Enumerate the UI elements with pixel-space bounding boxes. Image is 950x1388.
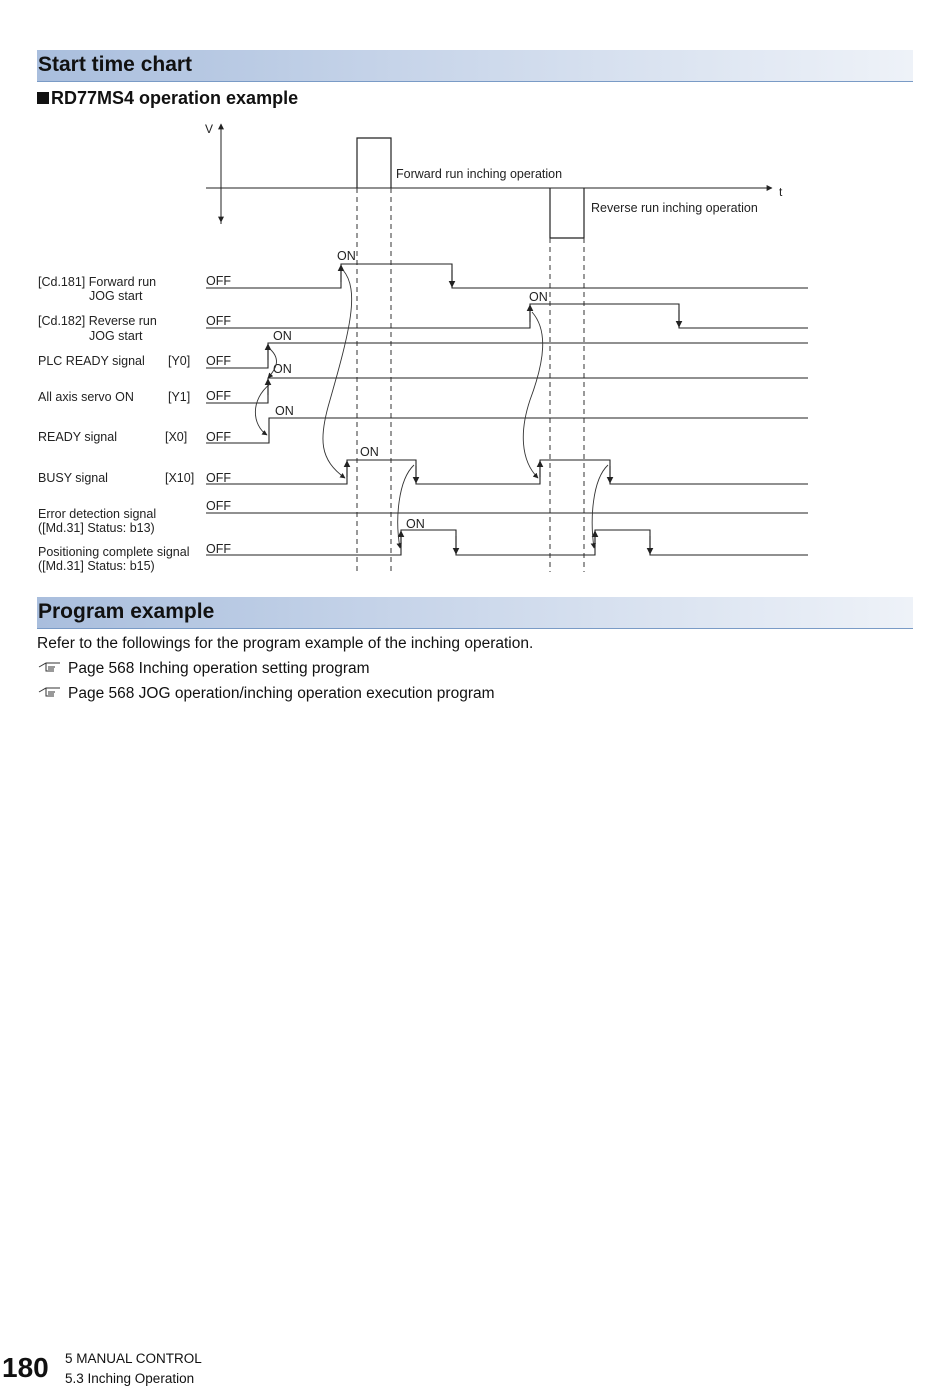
timing-chart [0, 110, 950, 580]
footer-chapter: 5 MANUAL CONTROL [65, 1351, 202, 1366]
off-label: OFF [206, 542, 231, 556]
reverse-label: Reverse run inching operation [591, 201, 758, 215]
on-label: ON [529, 290, 548, 304]
on-label: ON [360, 445, 379, 459]
causality-curve [398, 465, 414, 548]
page-number: 180 [2, 1352, 49, 1383]
signal-label: Error detection signal [38, 507, 157, 521]
v-axis-label: V [205, 122, 214, 136]
causality-curve [323, 270, 352, 478]
signal-label: All axis servo ON [38, 390, 134, 404]
section-title: Program example [38, 600, 215, 623]
signal-device: [X10] [165, 471, 195, 485]
on-label: ON [337, 249, 356, 263]
signal-label: PLC READY signal [38, 354, 145, 368]
signal-label-line2: ([Md.31] Status: b15) [38, 559, 155, 573]
forward-pulse [357, 138, 391, 188]
section-header-program-example [37, 597, 913, 629]
reverse-pulse [550, 188, 584, 238]
on-label: ON [273, 329, 292, 343]
signal-label-line2: JOG start [89, 289, 143, 303]
plc-ready-waveform [206, 343, 808, 368]
signal-device: [Y1] [168, 390, 191, 404]
servo-on-waveform [206, 378, 808, 403]
program-description: Refer to the followings for the program example of the inching operation. [37, 635, 534, 652]
reverse-jog-waveform [206, 304, 808, 328]
reference-text[interactable]: Page 568 JOG operation/inching operation execution program [68, 685, 495, 702]
signal-label: READY signal [38, 430, 117, 444]
square-bullet-icon [37, 92, 49, 104]
signal-label: BUSY signal [38, 471, 108, 485]
subheading [37, 88, 298, 109]
pointing-hand-icon [38, 685, 62, 699]
off-label: OFF [206, 354, 231, 368]
section-header-start-time-chart [37, 50, 913, 82]
signal-label: [Cd.181] Forward run [38, 275, 157, 289]
causality-curve [523, 312, 542, 478]
off-label: OFF [206, 499, 231, 513]
reference-text[interactable]: Page 568 Inching operation setting program [68, 660, 370, 677]
forward-jog-waveform [206, 264, 808, 288]
section-title: Start time chart [38, 53, 193, 76]
signal-label: [Cd.182] Reverse run [38, 314, 157, 328]
reference-link-1[interactable] [38, 659, 370, 678]
off-label: OFF [206, 430, 231, 444]
signal-label-line2: JOG start [89, 329, 143, 343]
t-axis-label: t [779, 185, 783, 199]
signal-label-line2: ([Md.31] Status: b13) [38, 521, 155, 535]
ready-waveform [206, 418, 808, 443]
on-label: ON [273, 362, 292, 376]
forward-label: Forward run inching operation [396, 167, 563, 181]
off-label: OFF [206, 471, 231, 485]
signal-label: Positioning complete signal [38, 545, 190, 559]
off-label: OFF [206, 314, 231, 328]
reference-link-2[interactable] [38, 684, 495, 703]
on-label: ON [406, 517, 425, 531]
signal-device: [Y0] [168, 354, 191, 368]
off-label: OFF [206, 274, 231, 288]
positioning-complete-waveform [206, 530, 808, 555]
busy-waveform [206, 460, 808, 484]
pointing-hand-icon [38, 660, 62, 674]
off-label: OFF [206, 389, 231, 403]
on-label: ON [275, 404, 294, 418]
signal-device: [X0] [165, 430, 188, 444]
footer-section: 5.3 Inching Operation [65, 1371, 195, 1386]
subheading-text: RD77MS4 operation example [51, 88, 299, 108]
